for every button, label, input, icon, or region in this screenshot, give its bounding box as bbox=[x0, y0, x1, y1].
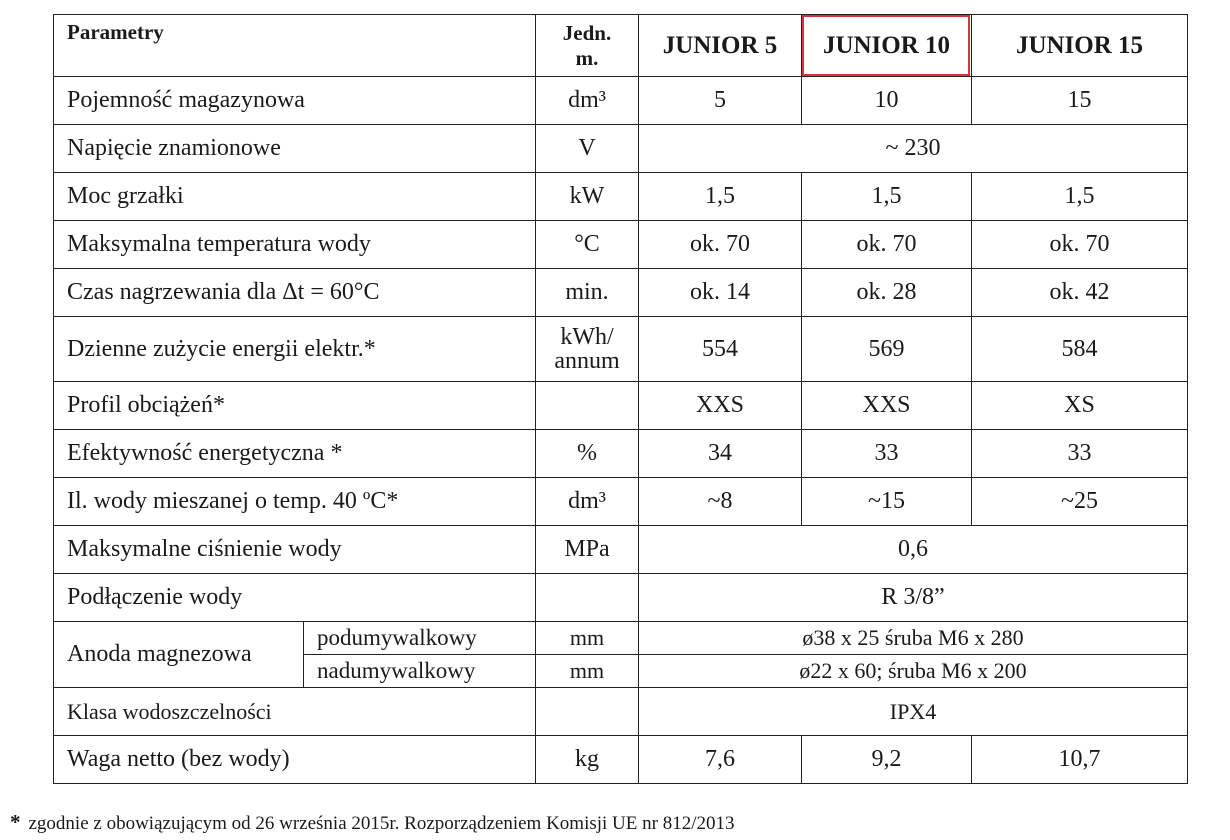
merged-value: IPX4 bbox=[639, 688, 1188, 736]
cell-junior-5: XXS bbox=[639, 382, 802, 430]
cell-junior-10: XXS bbox=[802, 382, 972, 430]
merged-value: 0,6 bbox=[639, 526, 1188, 574]
model-header-junior-10-label: JUNIOR 10 bbox=[822, 31, 951, 59]
row-unit: °C bbox=[536, 221, 639, 269]
row-label: Maksymalne ciśnienie wody bbox=[54, 526, 536, 574]
cell-junior-5: ok. 70 bbox=[639, 221, 802, 269]
merged-value: ø22 x 60; śruba M6 x 200 bbox=[639, 655, 1188, 688]
model-header-junior-5: JUNIOR 5 bbox=[639, 15, 802, 77]
table-row bbox=[54, 430, 1188, 478]
cell-junior-15: ~25 bbox=[972, 478, 1188, 526]
cell-junior-10: 9,2 bbox=[802, 736, 972, 784]
unit-header-line2: m. bbox=[575, 45, 599, 70]
param-header: Parametry bbox=[54, 15, 536, 77]
row-label: Czas nagrzewania dla Δt = 60°C bbox=[54, 269, 536, 317]
footnote-text: zgodnie z obowiązującym od 26 września 2015r. Rozporządzeniem Komisji UE nr 812/2013 bbox=[28, 813, 735, 834]
row-unit: min. bbox=[536, 269, 639, 317]
anode-sub-label: nadumywalkowy bbox=[304, 655, 536, 688]
table-row bbox=[54, 125, 1188, 173]
row-unit: MPa bbox=[536, 526, 639, 574]
row-unit: mm bbox=[536, 622, 639, 655]
row-unit: kW bbox=[536, 173, 639, 221]
row-unit: dm³ bbox=[536, 77, 639, 125]
table-row bbox=[54, 221, 1188, 269]
cell-junior-10: ~15 bbox=[802, 478, 972, 526]
row-label: Profil obciążeń* bbox=[54, 382, 536, 430]
table-row bbox=[54, 736, 1188, 784]
row-unit: kg bbox=[536, 736, 639, 784]
cell-junior-5: 7,6 bbox=[639, 736, 802, 784]
cell-junior-15: ok. 70 bbox=[972, 221, 1188, 269]
merged-value: ø38 x 25 śruba M6 x 280 bbox=[639, 622, 1188, 655]
cell-junior-10: 1,5 bbox=[802, 173, 972, 221]
cell-junior-15: 584 bbox=[972, 317, 1188, 382]
cell-junior-10: 33 bbox=[802, 430, 972, 478]
anode-sub-label: podumywalkowy bbox=[304, 622, 536, 655]
cell-junior-15: ok. 42 bbox=[972, 269, 1188, 317]
table-row bbox=[54, 688, 1188, 736]
row-label: Podłączenie wody bbox=[54, 574, 536, 622]
cell-junior-10: 569 bbox=[802, 317, 972, 382]
row-label: Klasa wodoszczelności bbox=[54, 688, 536, 736]
table-row bbox=[54, 173, 1188, 221]
merged-value: ~ 230 bbox=[639, 125, 1188, 173]
row-unit-line2: annum bbox=[554, 348, 620, 374]
row-unit: dm³ bbox=[536, 478, 639, 526]
row-label: Napięcie znamionowe bbox=[54, 125, 536, 173]
footnote bbox=[10, 810, 735, 835]
table-row bbox=[54, 382, 1188, 430]
row-label: Efektywność energetyczna * bbox=[54, 430, 536, 478]
cell-junior-15: 10,7 bbox=[972, 736, 1188, 784]
row-label: Il. wody mieszanej o temp. 40 ºC* bbox=[54, 478, 536, 526]
cell-junior-5: 1,5 bbox=[639, 173, 802, 221]
table-row bbox=[54, 478, 1188, 526]
model-header-junior-10 bbox=[802, 15, 972, 77]
cell-junior-5: ok. 14 bbox=[639, 269, 802, 317]
row-unit bbox=[536, 317, 639, 382]
table-row bbox=[54, 622, 1188, 655]
row-unit-line1: kWh/ bbox=[560, 324, 614, 350]
merged-value: R 3/8” bbox=[639, 574, 1188, 622]
cell-junior-5: 554 bbox=[639, 317, 802, 382]
row-label: Dzienne zużycie energii elektr.* bbox=[54, 317, 536, 382]
table-row bbox=[54, 269, 1188, 317]
spec-table bbox=[53, 14, 1188, 784]
cell-junior-5: 5 bbox=[639, 77, 802, 125]
table-row bbox=[54, 526, 1188, 574]
row-unit: mm bbox=[536, 655, 639, 688]
cell-junior-15: 15 bbox=[972, 77, 1188, 125]
table-row bbox=[54, 317, 1188, 382]
cell-junior-15: XS bbox=[972, 382, 1188, 430]
cell-junior-10: ok. 70 bbox=[802, 221, 972, 269]
row-label: Maksymalna temperatura wody bbox=[54, 221, 536, 269]
cell-junior-10: 10 bbox=[802, 77, 972, 125]
table-row bbox=[54, 77, 1188, 125]
cell-junior-5: ~8 bbox=[639, 478, 802, 526]
cell-junior-5: 34 bbox=[639, 430, 802, 478]
cell-junior-15: 33 bbox=[972, 430, 1188, 478]
row-label: Pojemność magazynowa bbox=[54, 77, 536, 125]
row-unit bbox=[536, 574, 639, 622]
cell-junior-15: 1,5 bbox=[972, 173, 1188, 221]
row-unit: % bbox=[536, 430, 639, 478]
row-unit: V bbox=[536, 125, 639, 173]
cell-junior-10: ok. 28 bbox=[802, 269, 972, 317]
footnote-marker: * bbox=[10, 810, 21, 834]
row-label: Waga netto (bez wody) bbox=[54, 736, 536, 784]
model-header-junior-15: JUNIOR 15 bbox=[972, 15, 1188, 77]
table-row bbox=[54, 574, 1188, 622]
anode-label: Anoda magnezowa bbox=[54, 622, 304, 688]
unit-header bbox=[536, 15, 639, 77]
unit-header-line1: Jedn. bbox=[562, 20, 612, 45]
table-header-row bbox=[54, 15, 1188, 77]
row-unit bbox=[536, 382, 639, 430]
row-unit bbox=[536, 688, 639, 736]
row-label: Moc grzałki bbox=[54, 173, 536, 221]
